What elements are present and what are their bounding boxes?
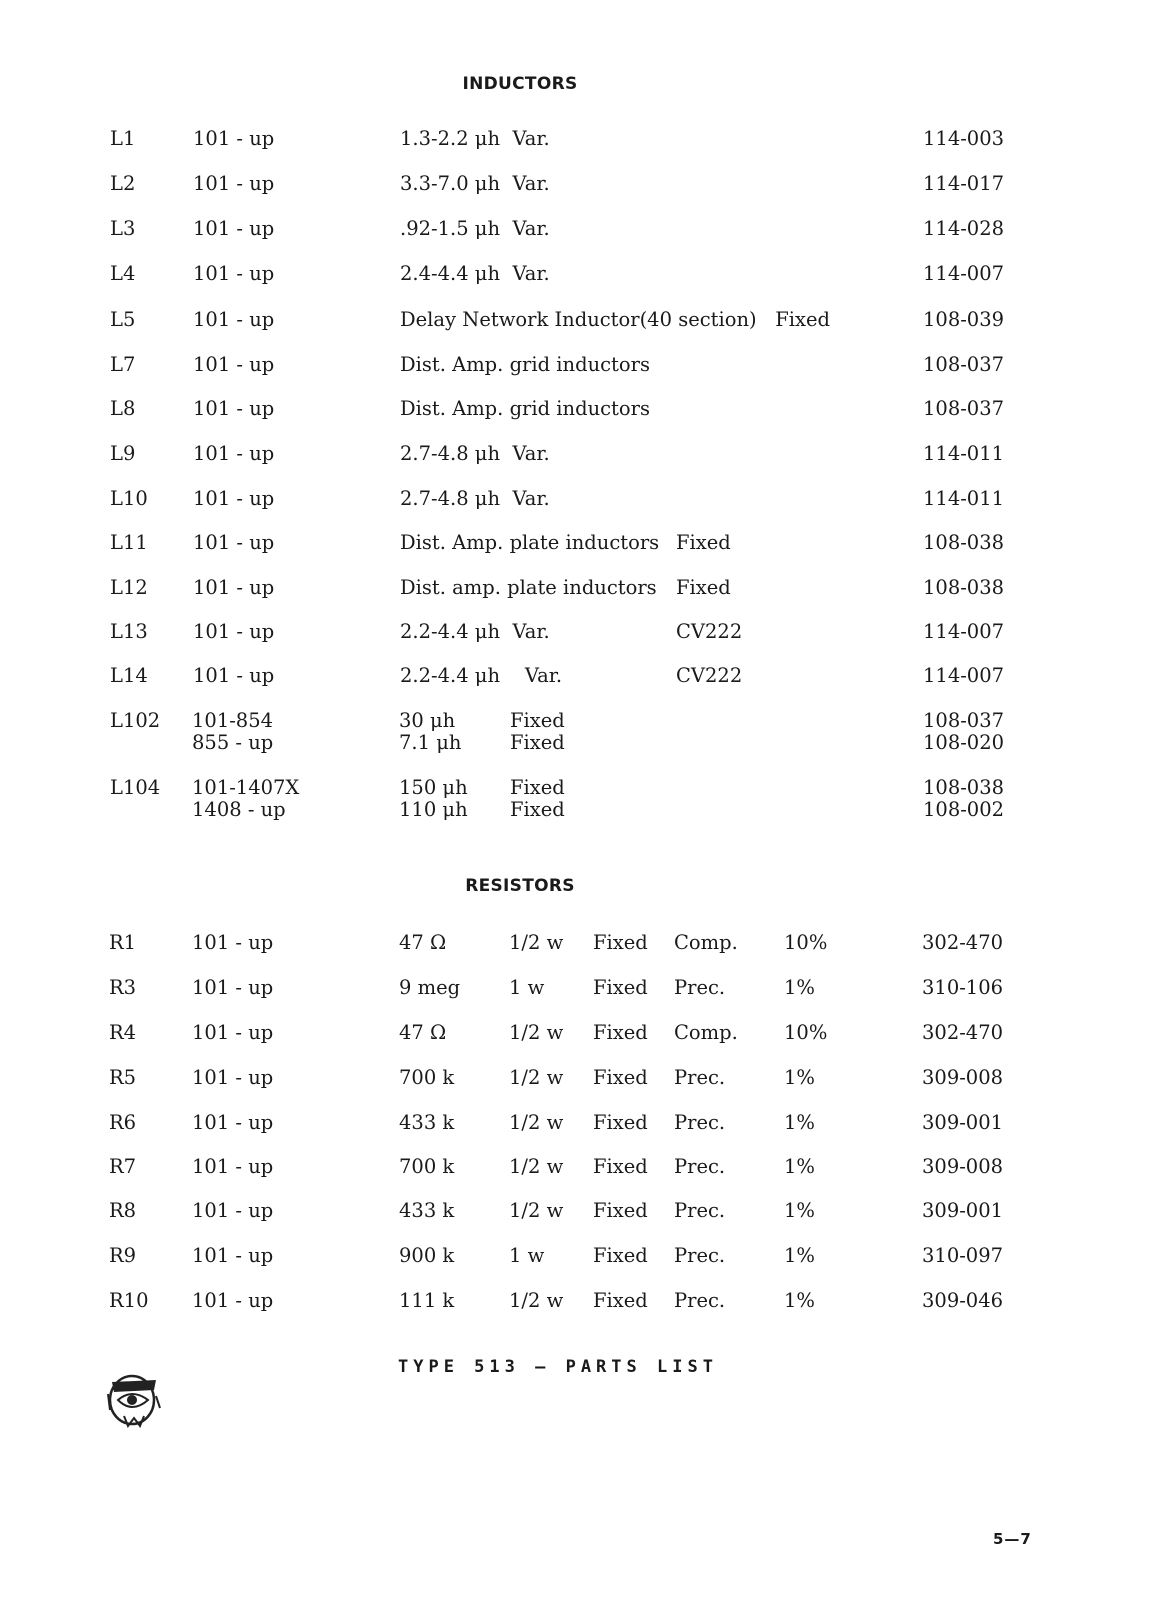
part-number: 108-037	[923, 353, 1005, 376]
inductor-type: Fixed	[510, 731, 565, 754]
serial-range: 101 - up	[192, 1289, 274, 1312]
page-number: 5—7	[993, 1530, 1032, 1548]
description: 3.3-7.0 μh Var.	[400, 172, 550, 195]
extra-spec: CV222	[676, 664, 743, 687]
resistance-value: 900 k	[399, 1244, 455, 1267]
inductor-type: Fixed	[510, 776, 565, 799]
resistance-value: 47 Ω	[399, 1021, 447, 1044]
ref-designator: L2	[110, 172, 136, 195]
serial-range: 101 - up	[192, 1066, 274, 1089]
ref-designator: L5	[110, 308, 136, 331]
resistor-type: Fixed	[593, 1155, 648, 1178]
part-number: 114-017	[923, 172, 1005, 195]
part-number: 114-011	[923, 487, 1005, 510]
part-number: 309-046	[922, 1289, 1004, 1312]
extra-spec: Fixed	[676, 531, 731, 554]
ref-designator: L13	[110, 620, 148, 643]
description: 2.2-4.4 μh Var.	[400, 664, 563, 687]
part-number: 108-038	[923, 776, 1005, 799]
description: 2.7-4.8 μh Var.	[400, 487, 550, 510]
resistance-value: 433 k	[399, 1111, 455, 1134]
serial-range: 101 - up	[193, 442, 275, 465]
serial-range: 101 - up	[192, 1111, 274, 1134]
part-number: 114-007	[923, 262, 1005, 285]
tolerance: 1%	[784, 1155, 815, 1178]
ref-designator: R7	[109, 1155, 137, 1178]
resistor-type: Fixed	[593, 1021, 648, 1044]
part-number: 108-037	[923, 709, 1005, 732]
description: 2.4-4.4 μh Var.	[400, 262, 550, 285]
ref-designator: L11	[110, 531, 148, 554]
tolerance: 1%	[784, 1111, 815, 1134]
part-number: 302-470	[922, 1021, 1004, 1044]
inductance-value: 7.1 μh	[399, 731, 462, 754]
resistor-type: Fixed	[593, 976, 648, 999]
part-number: 114-007	[923, 664, 1005, 687]
part-number: 114-003	[923, 127, 1005, 150]
ref-designator: R6	[109, 1111, 137, 1134]
resistance-value: 700 k	[399, 1066, 455, 1089]
resistor-kind: Prec.	[674, 1244, 726, 1267]
resistance-value: 47 Ω	[399, 931, 447, 954]
tolerance: 1%	[784, 1289, 815, 1312]
ref-designator: L10	[110, 487, 148, 510]
ref-designator: L9	[110, 442, 136, 465]
description: .92-1.5 μh Var.	[400, 217, 550, 240]
resistance-value: 700 k	[399, 1155, 455, 1178]
resistor-kind: Comp.	[674, 931, 738, 954]
serial-range: 101 - up	[192, 1199, 274, 1222]
serial-range: 101 - up	[193, 172, 275, 195]
tolerance: 10%	[784, 931, 828, 954]
tolerance: 1%	[784, 1066, 815, 1089]
resistor-type: Fixed	[593, 1066, 648, 1089]
extra-spec: CV222	[676, 620, 743, 643]
tektronix-logo-icon	[104, 1370, 164, 1428]
resistors-heading: RESISTORS	[465, 876, 575, 896]
part-number: 108-039	[923, 308, 1005, 331]
tolerance: 1%	[784, 976, 815, 999]
part-number: 310-097	[922, 1244, 1004, 1267]
serial-range: 101 - up	[193, 353, 275, 376]
inductance-value: 110 μh	[399, 798, 468, 821]
resistor-type: Fixed	[593, 1244, 648, 1267]
ref-designator: R3	[109, 976, 137, 999]
inductance-value: 30 μh	[399, 709, 456, 732]
ref-designator: R4	[109, 1021, 137, 1044]
ref-designator: R9	[109, 1244, 137, 1267]
serial-range: 101 - up	[192, 1155, 274, 1178]
serial-range: 101 - up	[193, 664, 275, 687]
ref-designator: L14	[110, 664, 148, 687]
wattage: 1/2 w	[509, 1155, 564, 1178]
tolerance: 1%	[784, 1244, 815, 1267]
ref-designator: R1	[109, 931, 137, 954]
resistance-value: 9 meg	[399, 976, 461, 999]
resistor-kind: Prec.	[674, 1155, 726, 1178]
ref-designator: L12	[110, 576, 148, 599]
inductor-type: Fixed	[510, 798, 565, 821]
serial-range: 101 - up	[192, 931, 274, 954]
serial-range: 101 - up	[193, 487, 275, 510]
serial-range: 101 - up	[193, 397, 275, 420]
inductance-value: 150 μh	[399, 776, 468, 799]
serial-range: 101 - up	[193, 308, 275, 331]
ref-designator: L1	[110, 127, 136, 150]
serial-range: 101 - up	[192, 1244, 274, 1267]
inductor-type: Fixed	[510, 709, 565, 732]
wattage: 1 w	[509, 976, 545, 999]
inductors-heading: INDUCTORS	[462, 74, 578, 94]
description: Dist. amp. plate inductors	[400, 576, 657, 599]
description: 1.3-2.2 μh Var.	[400, 127, 550, 150]
part-number: 114-028	[923, 217, 1005, 240]
footer-title: TYPE 513 — PARTS LIST	[398, 1357, 718, 1377]
ref-designator: R5	[109, 1066, 137, 1089]
part-number: 309-001	[922, 1111, 1004, 1134]
resistor-kind: Prec.	[674, 1066, 726, 1089]
ref-designator: L4	[110, 262, 136, 285]
ref-designator: R10	[109, 1289, 149, 1312]
wattage: 1/2 w	[509, 1021, 564, 1044]
ref-designator: L104	[110, 776, 161, 799]
ref-designator: L8	[110, 397, 136, 420]
serial-range: 101 - up	[193, 127, 275, 150]
serial-range: 101 - up	[193, 262, 275, 285]
part-number: 108-020	[923, 731, 1005, 754]
resistance-value: 433 k	[399, 1199, 455, 1222]
extra-spec: Fixed	[676, 576, 731, 599]
resistor-kind: Prec.	[674, 1111, 726, 1134]
resistor-kind: Prec.	[674, 1289, 726, 1312]
part-number: 108-038	[923, 531, 1005, 554]
description: Dist. Amp. grid inductors	[400, 353, 650, 376]
ref-designator: L102	[110, 709, 161, 732]
part-number: 114-007	[923, 620, 1005, 643]
serial-range: 101 - up	[193, 217, 275, 240]
resistor-type: Fixed	[593, 1111, 648, 1134]
wattage: 1/2 w	[509, 931, 564, 954]
resistance-value: 111 k	[399, 1289, 455, 1312]
resistor-type: Fixed	[593, 1289, 648, 1312]
part-number: 309-008	[922, 1066, 1004, 1089]
ref-designator: L7	[110, 353, 136, 376]
wattage: 1/2 w	[509, 1111, 564, 1134]
part-number: 302-470	[922, 931, 1004, 954]
wattage: 1/2 w	[509, 1289, 564, 1312]
description: Dist. Amp. grid inductors	[400, 397, 650, 420]
description: Dist. Amp. plate inductors	[400, 531, 660, 554]
resistor-kind: Prec.	[674, 1199, 726, 1222]
ref-designator: L3	[110, 217, 136, 240]
part-number: 114-011	[923, 442, 1005, 465]
serial-range: 855 - up	[192, 731, 274, 754]
description: 2.2-4.4 μh Var.	[400, 620, 550, 643]
serial-range: 101 - up	[193, 620, 275, 643]
tolerance: 1%	[784, 1199, 815, 1222]
serial-range: 101 - up	[193, 531, 275, 554]
wattage: 1/2 w	[509, 1199, 564, 1222]
ref-designator: R8	[109, 1199, 137, 1222]
resistor-kind: Comp.	[674, 1021, 738, 1044]
description: Delay Network Inductor(40 section) Fixed	[400, 308, 831, 331]
wattage: 1/2 w	[509, 1066, 564, 1089]
part-number: 310-106	[922, 976, 1004, 999]
serial-range: 101 - up	[193, 576, 275, 599]
serial-range: 101-1407X	[192, 776, 300, 799]
part-number: 108-037	[923, 397, 1005, 420]
resistor-type: Fixed	[593, 1199, 648, 1222]
serial-range: 101 - up	[192, 1021, 274, 1044]
wattage: 1 w	[509, 1244, 545, 1267]
part-number: 108-038	[923, 576, 1005, 599]
serial-range: 1408 - up	[192, 798, 286, 821]
resistor-kind: Prec.	[674, 976, 726, 999]
tolerance: 10%	[784, 1021, 828, 1044]
description: 2.7-4.8 μh Var.	[400, 442, 550, 465]
resistor-type: Fixed	[593, 931, 648, 954]
part-number: 309-008	[922, 1155, 1004, 1178]
serial-range: 101 - up	[192, 976, 274, 999]
part-number: 309-001	[922, 1199, 1004, 1222]
serial-range: 101-854	[192, 709, 274, 732]
part-number: 108-002	[923, 798, 1005, 821]
